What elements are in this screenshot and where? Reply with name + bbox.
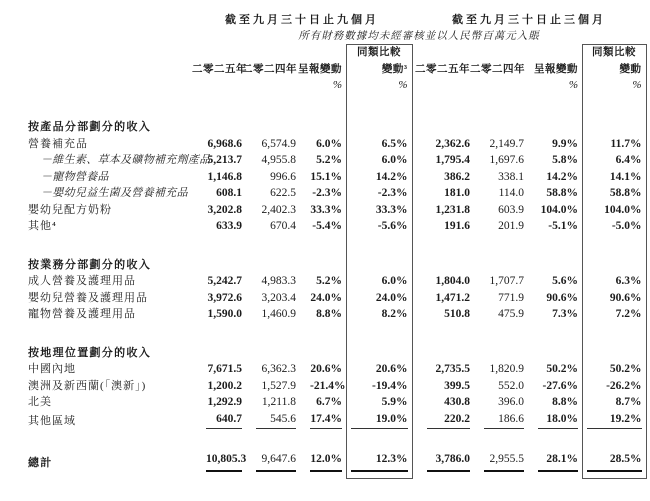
row-label: 嬰幼兒營養及護理用品 (28, 291, 148, 304)
value-cell: 181.0 (444, 187, 471, 199)
col-header-lfl-change-3m (582, 61, 646, 78)
value-cell: 6.4% (582, 152, 646, 169)
value-cell: 50.2% (546, 363, 579, 375)
value-cell (582, 472, 646, 479)
value-cell (242, 93, 296, 119)
value-cell: 1,292.9 (207, 396, 242, 408)
value-cell: 14.1% (582, 169, 646, 186)
value-cell (582, 345, 646, 362)
value-cell (412, 429, 470, 451)
value-cell: 5.2% (316, 275, 342, 287)
value-cell (412, 472, 470, 479)
value-cell: 11.7% (582, 136, 646, 153)
value-cell (296, 257, 342, 274)
table-row (28, 218, 646, 235)
value-cell: 12.0% (296, 451, 342, 472)
value-cell (470, 429, 524, 451)
blank-cell (192, 45, 342, 62)
row-label: 營養補充品 (28, 137, 88, 150)
value-cell: -2.3% (346, 185, 412, 202)
value-cell (412, 235, 470, 257)
value-cell (582, 323, 646, 345)
value-cell: 6.7% (316, 396, 342, 408)
value-cell (192, 472, 242, 479)
value-cell (242, 257, 296, 274)
value-cell: 3,202.8 (207, 203, 242, 216)
value-cell (346, 345, 412, 362)
value-cell (412, 119, 470, 136)
value-cell: 8.8% (552, 396, 579, 408)
value-cell (470, 257, 524, 274)
value-cell (470, 235, 524, 257)
value-cell: 7,671.5 (207, 363, 242, 375)
value-cell (296, 429, 342, 451)
value-cell: 1,527.9 (261, 379, 296, 392)
value-cell (192, 257, 242, 274)
value-cell (412, 323, 470, 345)
value-cell: 1,146.8 (207, 170, 242, 183)
value-cell: 33.3% (310, 203, 342, 216)
value-cell (346, 323, 412, 345)
percent-sign: % (632, 79, 642, 91)
value-cell: 8.2% (346, 306, 412, 323)
value-cell: 201.9 (498, 220, 525, 232)
value-cell: 220.2 (412, 411, 470, 430)
value-cell: -5.4% (312, 220, 342, 232)
table-row (28, 273, 646, 290)
blank-cell (192, 78, 242, 93)
col-header-2025-3m: 二零二五年 (415, 64, 471, 75)
table-row (28, 185, 646, 202)
value-cell (346, 119, 412, 136)
value-cell: 771.9 (498, 291, 525, 304)
value-cell (470, 119, 524, 136)
table-row (28, 202, 646, 219)
blank-cell (412, 45, 578, 62)
value-cell: -19.4% (346, 378, 412, 395)
value-cell: 6.5% (346, 136, 412, 153)
table-row (28, 235, 646, 257)
value-cell: 8.7% (582, 394, 646, 411)
table-row (28, 93, 646, 119)
value-cell: 640.7 (192, 411, 242, 430)
value-cell: 510.8 (444, 308, 471, 320)
value-cell: 9,647.6 (242, 451, 296, 472)
lfl-change-label: 變動 (619, 64, 642, 75)
value-cell (296, 345, 342, 362)
value-cell: 430.8 (444, 396, 471, 408)
value-cell (242, 429, 296, 451)
lfl-change-label: 變動³ (381, 64, 408, 75)
value-cell: 191.6 (444, 220, 471, 232)
value-cell: 28.1% (524, 451, 578, 472)
value-cell: 90.6% (546, 291, 579, 304)
value-cell: 7.3% (552, 308, 579, 320)
value-cell (192, 235, 242, 257)
value-cell: 6,362.3 (261, 363, 296, 375)
value-cell: 396.0 (498, 396, 525, 408)
value-cell: 2,149.7 (489, 137, 525, 150)
lfl-group-label-3m: 同類比較 (582, 45, 646, 62)
value-cell (412, 345, 470, 362)
value-cell: 633.9 (216, 220, 242, 232)
percent-sign (346, 78, 412, 93)
value-cell (346, 93, 412, 119)
value-cell: 19.2% (582, 411, 646, 430)
value-cell (346, 472, 412, 479)
value-cell: 1,795.4 (435, 154, 471, 166)
table-row (28, 290, 646, 307)
value-cell: -5.6% (346, 218, 412, 235)
value-cell: 4,983.3 (261, 275, 296, 287)
value-cell (242, 323, 296, 345)
total-label: 總計 (28, 457, 53, 469)
value-cell: 5,213.7 (207, 154, 242, 166)
value-cell: 1,697.6 (489, 154, 525, 166)
value-cell (242, 119, 296, 136)
table-row (28, 152, 646, 169)
value-cell: 19.0% (346, 411, 412, 430)
percent-sign: % (398, 79, 408, 91)
period-header-9m: 截至九月三十日止九個月 (225, 14, 379, 26)
blank-cell (412, 78, 470, 93)
table-row (28, 411, 646, 430)
value-cell: 50.2% (582, 361, 646, 378)
value-cell (524, 323, 578, 345)
value-cell (470, 323, 524, 345)
value-cell: 18.0% (524, 411, 578, 430)
value-cell: 28.5% (582, 451, 646, 472)
spacer-row (28, 429, 192, 451)
value-cell: 2,735.5 (435, 363, 471, 375)
value-cell: 1,707.7 (489, 275, 525, 287)
value-cell (242, 345, 296, 362)
corner-blank (28, 45, 192, 62)
percent-row (28, 78, 646, 93)
value-cell (296, 472, 342, 479)
value-cell: 1,804.0 (435, 275, 471, 287)
row-label: 澳洲及新西蘭(「澳新」) (28, 379, 147, 392)
col-header-reported-change-9m: 呈報變動 (298, 64, 342, 75)
table-row (28, 361, 646, 378)
table-row (28, 345, 646, 362)
value-cell: 399.5 (444, 379, 471, 392)
value-cell (524, 119, 578, 136)
value-cell: 5.9% (346, 394, 412, 411)
value-cell (582, 429, 646, 451)
value-cell: 5,242.7 (207, 275, 242, 287)
value-cell (296, 235, 342, 257)
col-header-lfl-change-9m (346, 61, 412, 78)
value-cell: -2.3% (312, 187, 342, 199)
percent-sign: % (332, 79, 342, 91)
col-header-2024-3m: 二零二四年 (470, 64, 526, 75)
lfl-group-row (28, 45, 646, 62)
value-cell: 1,231.8 (435, 203, 471, 216)
value-cell: 24.0% (310, 291, 342, 304)
value-cell: 6,968.6 (207, 137, 242, 150)
period-header-3m: 截至九月三十日止三個月 (452, 14, 607, 26)
value-cell: -5.1% (548, 220, 579, 232)
box-close-row (28, 472, 192, 479)
row-label: 寵物營養及護理用品 (28, 308, 136, 320)
section-title: 按產品分部劃分的收入 (28, 121, 151, 133)
value-cell (296, 323, 342, 345)
value-cell: 1,200.2 (207, 379, 242, 392)
value-cell (346, 257, 412, 274)
section-title: 按地理位置劃分的收入 (28, 346, 151, 359)
table-body (28, 93, 646, 478)
row-label: 其他⁴ (28, 220, 57, 232)
value-cell: 475.9 (498, 308, 525, 320)
value-cell: 58.8% (546, 187, 579, 199)
value-cell: 5.2% (316, 154, 342, 166)
table-row (28, 306, 646, 323)
value-cell: 2,362.6 (435, 137, 471, 150)
value-cell: 4,955.8 (261, 154, 296, 166)
value-cell: 608.1 (216, 187, 242, 199)
value-cell: 996.6 (270, 170, 296, 183)
row-label: －寵物營養品 (41, 170, 109, 183)
value-cell: 14.2% (346, 169, 412, 186)
value-cell (470, 93, 524, 119)
value-cell (192, 93, 242, 119)
spacer-row (28, 93, 192, 119)
column-header-row (28, 61, 646, 78)
blank-cell (242, 78, 296, 93)
value-cell (524, 235, 578, 257)
value-cell: -5.0% (582, 218, 646, 235)
value-cell: 338.1 (498, 170, 525, 183)
col-header-2024-9m: 二零二四年 (242, 64, 297, 75)
table-row (28, 169, 646, 186)
value-cell: 1,211.8 (261, 396, 296, 408)
value-cell: 20.6% (310, 363, 342, 375)
value-cell: 5.6% (552, 275, 579, 287)
value-cell (470, 472, 524, 479)
table-row (28, 323, 646, 345)
value-cell: 186.6 (470, 411, 524, 430)
spacer-row (28, 323, 192, 345)
value-cell: 33.3% (346, 202, 412, 219)
value-cell (524, 429, 578, 451)
row-label: 中國內地 (28, 363, 76, 375)
table-row (28, 394, 646, 411)
value-cell (412, 93, 470, 119)
table-row (28, 472, 646, 479)
value-cell: 545.6 (242, 411, 296, 430)
spacer-row (28, 235, 192, 257)
value-cell (524, 257, 578, 274)
value-cell: 90.6% (582, 290, 646, 307)
col-header-2025-9m: 二零二五年 (192, 64, 247, 75)
value-cell (582, 93, 646, 119)
value-cell (296, 119, 342, 136)
value-cell: 670.4 (270, 220, 296, 232)
value-cell: 2,402.3 (261, 203, 296, 216)
value-cell: 104.0% (540, 203, 579, 216)
value-cell: 552.0 (498, 379, 525, 392)
value-cell: 603.9 (498, 203, 525, 216)
value-cell: 7.2% (582, 306, 646, 323)
value-cell (192, 429, 242, 451)
value-cell (582, 257, 646, 274)
corner-blank (28, 29, 192, 45)
value-cell: 1,590.0 (207, 308, 242, 320)
value-cell (242, 472, 296, 479)
value-cell (524, 93, 578, 119)
corner-blank (28, 61, 192, 78)
value-cell: 14.2% (546, 170, 579, 183)
value-cell: 5.8% (552, 154, 579, 166)
value-cell: 2,955.5 (470, 451, 524, 472)
value-cell (192, 119, 242, 136)
value-cell (296, 93, 342, 119)
value-cell (346, 429, 412, 451)
value-cell (524, 472, 578, 479)
table-row (28, 429, 646, 451)
revenue-table (28, 12, 647, 479)
corner-blank (28, 12, 192, 29)
value-cell: 1,460.9 (261, 308, 296, 320)
value-cell: 3,786.0 (412, 451, 470, 472)
value-cell: 10,805.3 (192, 451, 242, 472)
value-cell: 622.5 (270, 187, 296, 199)
lfl-group-label-9m: 同類比較 (346, 45, 412, 62)
blank-cell (470, 78, 524, 93)
value-cell: 114.0 (498, 187, 525, 199)
unaudited-note: 所有財務數據均未經審核並以人民幣百萬元入賬 (298, 31, 540, 42)
value-cell (192, 345, 242, 362)
value-cell: 12.3% (346, 451, 412, 472)
table-row (28, 257, 646, 274)
value-cell (524, 345, 578, 362)
value-cell: 1,471.2 (435, 291, 471, 304)
row-label: 其他區域 (28, 414, 76, 427)
section-title: 按業務分部劃分的收入 (28, 258, 151, 271)
value-cell (242, 235, 296, 257)
value-cell: 17.4% (296, 411, 342, 430)
row-label: －嬰幼兒益生菌及營養補充品 (41, 187, 188, 199)
row-label: 嬰幼兒配方奶粉 (28, 203, 112, 216)
table-row (28, 119, 646, 136)
row-label: －維生素、草本及礦物補充劑產品 (41, 154, 211, 166)
value-cell (192, 323, 242, 345)
value-cell: 1,820.9 (489, 363, 525, 375)
value-cell: 8.8% (316, 308, 342, 320)
period-header-row (28, 12, 646, 29)
value-cell (582, 119, 646, 136)
col-header-reported-change-3m: 呈報變動 (534, 64, 579, 75)
table-row (28, 451, 646, 472)
value-cell: 6,574.9 (261, 137, 296, 150)
value-cell: 386.2 (444, 170, 471, 183)
value-cell: 6.0% (346, 273, 412, 290)
value-cell: 3,203.4 (261, 291, 296, 304)
value-cell: -21.4% (310, 379, 346, 392)
note-row (28, 29, 646, 45)
table-row (28, 378, 646, 395)
value-cell (470, 345, 524, 362)
corner-blank (28, 78, 192, 93)
table-row (28, 136, 646, 153)
value-cell: 6.3% (582, 273, 646, 290)
value-cell: 3,972.6 (207, 291, 242, 304)
value-cell: 58.8% (582, 185, 646, 202)
value-cell: 9.9% (552, 137, 579, 150)
value-cell: 104.0% (582, 202, 646, 219)
row-label: 成人營養及護理用品 (28, 275, 136, 287)
value-cell: 6.0% (346, 152, 412, 169)
value-cell: 15.1% (310, 170, 342, 183)
value-cell: -27.6% (542, 379, 579, 392)
value-cell: 20.6% (346, 361, 412, 378)
value-cell: 24.0% (346, 290, 412, 307)
row-label: 北美 (28, 396, 52, 408)
percent-sign (582, 78, 646, 93)
value-cell (412, 257, 470, 274)
value-cell (582, 235, 646, 257)
value-cell: 6.0% (316, 137, 342, 150)
value-cell (346, 235, 412, 257)
value-cell: -26.2% (582, 378, 646, 395)
percent-sign: % (568, 79, 579, 91)
